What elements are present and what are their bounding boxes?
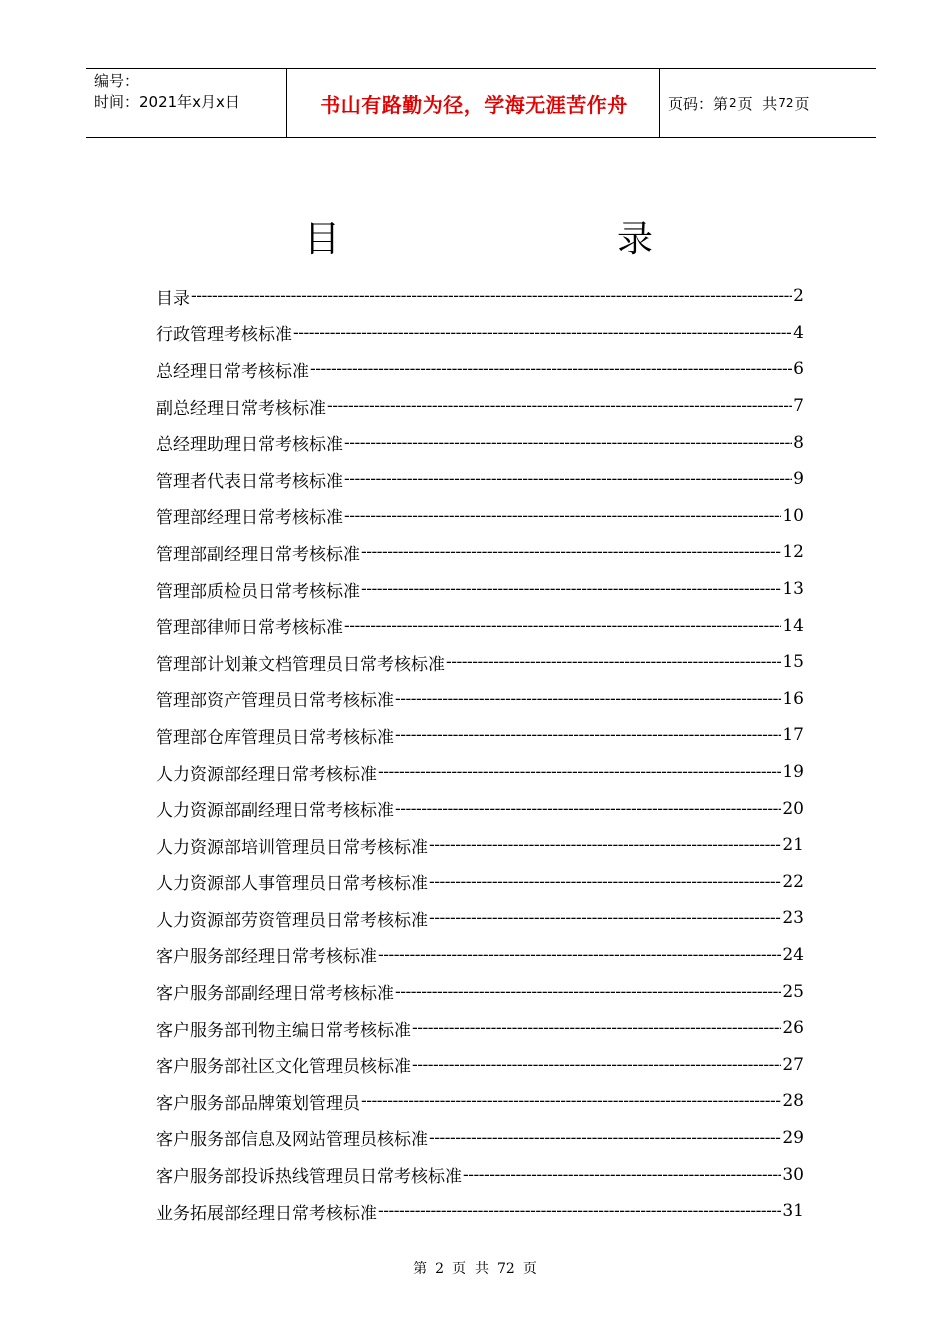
toc-entry-page: 12 (782, 542, 804, 563)
header-left-cell (94, 71, 240, 113)
toc-entry-page: 28 (782, 1091, 804, 1112)
toc-leader (293, 323, 792, 343)
toc-entry-page: 26 (782, 1018, 804, 1039)
header-table (86, 68, 876, 138)
toc-entry-page: 6 (793, 359, 804, 380)
toc-entry-label: 管理部副经理日常考核标准 (156, 544, 360, 565)
toc-leader (344, 506, 781, 526)
toc-entry-label: 人力资源部培训管理员日常考核标准 (156, 837, 428, 858)
toc-entry[interactable] (156, 790, 804, 827)
toc-leader (310, 359, 792, 379)
toc-entry-label: 人力资源部劳资管理员日常考核标准 (156, 910, 428, 931)
toc-entry-label: 客户服务部信息及网站管理员核标准 (156, 1130, 428, 1151)
toc-leader (429, 872, 781, 892)
toc-entry[interactable] (156, 754, 804, 791)
toc-entry-page: 10 (782, 505, 804, 526)
toc-entry-label: 客户服务部社区文化管理员核标准 (156, 1057, 411, 1078)
toc-list (156, 278, 804, 1229)
toc-entry[interactable] (156, 315, 804, 352)
toc-entry-page: 22 (782, 871, 804, 892)
toc-leader (395, 725, 781, 745)
footer-total: 72 (497, 1261, 515, 1277)
toc-entry[interactable] (156, 864, 804, 901)
toc-leader (429, 835, 781, 855)
toc-entry[interactable] (156, 1046, 804, 1083)
toc-entry-page: 21 (782, 835, 804, 856)
toc-entry-page: 15 (782, 652, 804, 673)
toc-entry-label: 管理部仓库管理员日常考核标准 (156, 727, 394, 748)
toc-entry[interactable] (156, 1010, 804, 1047)
toc-entry[interactable] (156, 937, 804, 974)
page-suffix: 页 (794, 94, 810, 113)
toc-entry[interactable] (156, 498, 804, 535)
toc-leader (395, 982, 781, 1002)
number-label: 编号： (94, 72, 140, 90)
footer-prefix: 第 (413, 1261, 428, 1277)
toc-leader (361, 579, 781, 599)
toc-entry-label: 行政管理考核标准 (156, 325, 292, 346)
toc-leader (412, 1055, 781, 1075)
toc-entry-page: 16 (782, 688, 804, 709)
toc-entry[interactable] (156, 1193, 804, 1230)
toc-entry-page: 14 (782, 615, 804, 636)
toc-entry[interactable] (156, 644, 804, 681)
header-divider-1 (286, 69, 287, 137)
toc-leader (446, 652, 781, 672)
page-title (0, 214, 950, 266)
toc-leader (395, 689, 781, 709)
header-divider-2 (659, 69, 660, 137)
toc-leader (327, 396, 792, 416)
toc-entry-label: 目录 (156, 288, 190, 309)
toc-entry-page: 25 (782, 981, 804, 1002)
toc-entry[interactable] (156, 973, 804, 1010)
toc-leader (429, 908, 781, 928)
toc-entry-page: 30 (782, 1164, 804, 1185)
toc-entry[interactable] (156, 1083, 804, 1120)
toc-entry-page: 4 (793, 322, 804, 343)
toc-entry-label: 总经理助理日常考核标准 (156, 435, 343, 456)
toc-entry-page: 23 (782, 908, 804, 929)
toc-entry[interactable] (156, 351, 804, 388)
toc-entry-label: 人力资源部副经理日常考核标准 (156, 801, 394, 822)
toc-entry[interactable] (156, 388, 804, 425)
toc-entry-page: 7 (793, 396, 804, 417)
toc-leader (378, 945, 781, 965)
toc-entry[interactable] (156, 534, 804, 571)
toc-entry-label: 管理部律师日常考核标准 (156, 618, 343, 639)
page-total: 72 (778, 96, 794, 110)
toc-entry-label: 客户服务部投诉热线管理员日常考核标准 (156, 1167, 462, 1188)
toc-leader (378, 762, 781, 782)
toc-entry-page: 29 (782, 1127, 804, 1148)
toc-entry-page: 8 (793, 432, 804, 453)
header-motto: 书山有路勤为径，学海无涯苦作舟 (320, 92, 628, 117)
toc-entry-label: 客户服务部经理日常考核标准 (156, 947, 377, 968)
toc-entry-label: 总经理日常考核标准 (156, 361, 309, 382)
toc-entry[interactable] (156, 1120, 804, 1157)
toc-leader (378, 1201, 781, 1221)
toc-entry-page: 24 (782, 944, 804, 965)
time-label: 时间：2021年x月x日 (94, 93, 240, 111)
toc-entry-label: 管理部经理日常考核标准 (156, 508, 343, 529)
toc-leader (344, 469, 792, 489)
page-current: 2 (729, 96, 737, 110)
title-char-1: 目 (304, 219, 341, 260)
toc-leader (429, 1128, 781, 1148)
footer-current: 2 (435, 1261, 445, 1277)
toc-entry-label: 管理部资产管理员日常考核标准 (156, 691, 394, 712)
toc-leader (395, 799, 781, 819)
toc-entry[interactable] (156, 681, 804, 718)
toc-entry-label: 业务拓展部经理日常考核标准 (156, 1203, 377, 1224)
toc-entry[interactable] (156, 424, 804, 461)
page-footer (0, 1258, 950, 1278)
toc-entry-page: 27 (782, 1054, 804, 1075)
toc-entry-label: 客户服务部副经理日常考核标准 (156, 984, 394, 1005)
toc-entry-page: 9 (793, 469, 804, 490)
toc-entry-label: 副总经理日常考核标准 (156, 398, 326, 419)
toc-entry-label: 人力资源部人事管理员日常考核标准 (156, 874, 428, 895)
toc-leader (344, 616, 781, 636)
toc-entry[interactable] (156, 571, 804, 608)
toc-leader (463, 1165, 781, 1185)
toc-entry-label: 管理者代表日常考核标准 (156, 471, 343, 492)
toc-entry-page: 13 (782, 579, 804, 600)
toc-entry[interactable] (156, 900, 804, 937)
header-page-info (668, 69, 810, 137)
toc-entry-label: 管理部计划兼文档管理员日常考核标准 (156, 654, 445, 675)
toc-entry[interactable] (156, 278, 804, 315)
toc-leader (344, 433, 792, 453)
toc-leader (361, 542, 781, 562)
toc-leader (191, 286, 792, 306)
toc-entry[interactable] (156, 461, 804, 498)
toc-entry-page: 31 (782, 1201, 804, 1222)
toc-entry[interactable] (156, 607, 804, 644)
toc-entry-label: 管理部质检员日常考核标准 (156, 581, 360, 602)
toc-entry-page: 19 (782, 762, 804, 783)
toc-entry-label: 人力资源部经理日常考核标准 (156, 764, 377, 785)
page-mid: 页 共 (737, 94, 778, 113)
page-prefix: 页码：第 (668, 94, 729, 113)
toc-entry[interactable] (156, 717, 804, 754)
toc-entry[interactable] (156, 827, 804, 864)
footer-mid: 页 共 (452, 1261, 489, 1277)
toc-leader (361, 1091, 781, 1111)
toc-entry-label: 客户服务部品牌策划管理员 (156, 1093, 360, 1114)
toc-entry-page: 20 (782, 798, 804, 819)
toc-entry-page: 17 (782, 725, 804, 746)
title-char-2: 录 (617, 219, 654, 260)
footer-suffix: 页 (522, 1261, 537, 1277)
toc-leader (412, 1018, 781, 1038)
toc-entry-label: 客户服务部刊物主编日常考核标准 (156, 1020, 411, 1041)
toc-entry[interactable] (156, 1156, 804, 1193)
toc-entry-page: 2 (793, 286, 804, 307)
